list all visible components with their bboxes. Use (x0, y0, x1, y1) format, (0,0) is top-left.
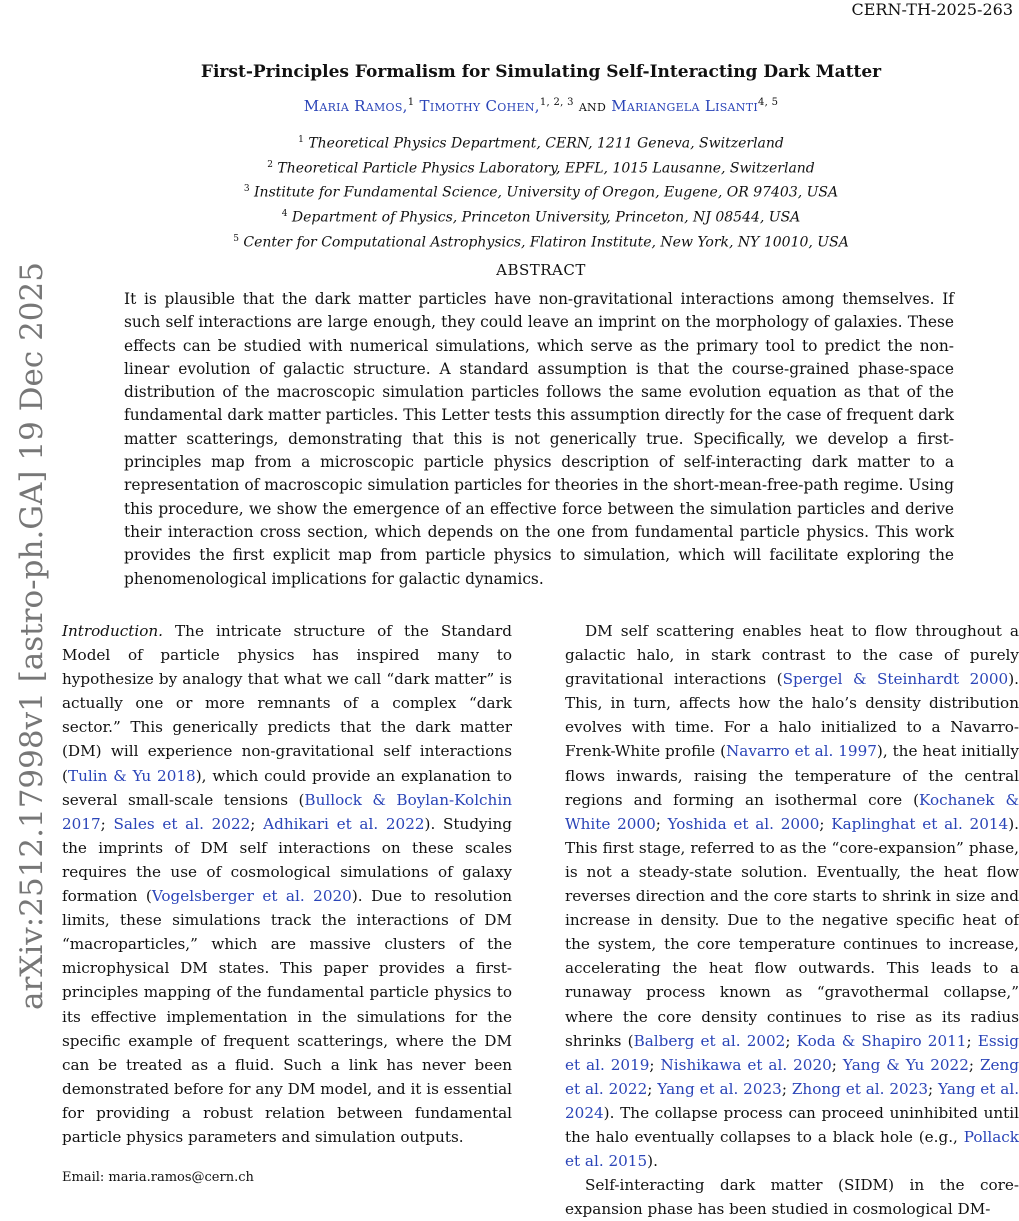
citation-link[interactable]: Sales et al. 2022 (113, 814, 251, 833)
citation-link[interactable]: Zhong et al. 2023 (791, 1079, 928, 1098)
citation-link[interactable]: Navarro et al. 1997 (726, 742, 877, 761)
affiliation-5: $^5$ Center for Computational Astrophysics, Flatiron Institute, New York, NY 10010, USA (233, 233, 849, 251)
paper-title: First-Principles Formalism for Simulating Self-Interacting Dark Matter (200, 62, 882, 82)
sidm-paragraph: Self-interacting dark matter (SIDM) in the core-expansion phase has been studied in cosmological DM- (565, 1176, 1019, 1219)
affiliations (62, 130, 1019, 253)
affiliation-2: $^2$ Theoretical Particle Physics Laboratory, EPFL, 1015 Lausanne, Switzerland (267, 159, 815, 177)
citation-link[interactable]: Balberg et al. 2002 (633, 1031, 786, 1050)
author-link-cohen[interactable]: Timothy Cohen, (419, 97, 540, 115)
left-column (62, 619, 512, 1149)
author-link-ramos[interactable]: Maria Ramos, (303, 97, 408, 115)
author-link-lisanti[interactable]: Mariangela Lisanti (611, 97, 759, 115)
citation-link[interactable]: Tulin & Yu 2018 (67, 766, 196, 785)
citation-link[interactable]: Yang et al. 2023 (657, 1079, 782, 1098)
abstract-heading: ABSTRACT (496, 261, 586, 279)
citation-link[interactable]: Koda & Shapiro 2011 (796, 1031, 967, 1050)
intro-lead: Introduction. (62, 622, 164, 640)
citation-link[interactable]: Zeng et al. 2022 (565, 1055, 1019, 1098)
affiliation-3: $^3$ Institute for Fundamental Science, University of Oregon, Eugene, OR 97403, USA (243, 184, 839, 201)
citation-link[interactable]: Yang & Yu 2022 (842, 1055, 969, 1074)
scattering-paragraph: DM self scattering enables heat to flow throughout a galactic halo, in stark contrast to the case of purely gravitational interactions (Spergel & Steinhardt 2000). This, in turn, affects how the halo’s density distribution evolves with time. For a halo initialized to a Navarro-Frenk-White profile (Navarro et al. 1997), the heat initially flows inwards, raising the temperature of the central regions and forming an isothermal core (Kochanek & White 2000; Yoshida et al. 2000; Kaplinghat et al. 2014). This first stage, referred to as the “core-expansion” phase, is not a steady-state solution. Eventually, the heat flow reverses direction and the core starts to shrink in size and increase in density. Due to the negative specific heat of the system, the core temperature continues to increase, accelerating the heat flow outwards. This leads to a runaway process known as “gravothermal collapse,” where the core density continues to rise as its radius shrinks (Balberg et al. 2002; Koda & Shapiro 2011; Essig et al. 2019; Nishikawa et al. 2020; Yang & Yu 2022; Zeng et al. 2022; Yang et al. 2023; Zhong et al. 2023; Yang et al. 2024). The collapse process can proceed uninhibited until the halo eventually collapses to a black hole (e.g., Pollack et al. 2015). (565, 622, 1019, 1171)
citation-link[interactable]: Vogelsberger et al. 2020 (151, 887, 352, 906)
citation-link[interactable]: Kaplinghat et al. 2014 (831, 814, 1009, 833)
citation-link[interactable]: Nishikawa et al. 2020 (660, 1055, 832, 1074)
author-affil-lisanti: 4, 5 (758, 97, 779, 108)
citation-link[interactable]: Bullock & Boylan-Kolchin 2017 (62, 790, 512, 833)
citation-link[interactable]: Yang et al. 2024 (565, 1079, 1019, 1122)
intro-paragraph: Introduction. The intricate structure of the Standard Model of particle physics has inspired many to hypothesize by analogy that what we call “dark matter” is actually one or more remnants of a complex “dark sector.” This generically predicts that the dark matter (DM) will experience non-gravitational self interactions (Tulin & Yu 2018), which could provide an explanation to several small-scale tensions (Bullock & Boylan-Kolchin 2017; Sales et al. 2022; Adhikari et al. 2022). Studying the imprints of DM self interactions on these scales requires the use of cosmological simulations of galaxy formation (Vogelsberger et al. 2020). Due to resolution limits, these simulations track the interactions of DM “macroparticles,” which are massive clusters of the microphysical DM states. This paper provides a first-principles mapping of the fundamental particle physics to its effective implementation in the simulations for the specific example of frequent scatterings, where the DM can be treated as a fluid. Such a link has never been demonstrated before for any DM model, and it is essential for providing a robust relation between fundamental particle physics parameters and simulation outputs. (62, 622, 513, 1146)
corresponding-email: Email: maria.ramos@cern.ch (62, 1170, 254, 1185)
arxiv-identifier: arXiv:2512.17998v1 [astro-ph.GA] 19 Dec 2025 (14, 262, 50, 1010)
citation-link[interactable]: Kochanek & White 2000 (565, 790, 1019, 833)
abstract-body: It is plausible that the dark matter particles have non-gravitational interactions among themselves. If such self interactions are large enough, they could leave an imprint on the morphology of galaxies. These effects can be studied with numerical simulations, which serve as the primary tool to predict the non-linear evolution of galactic structure. A standard assumption is that the course-grained phase-space distribution of the macroscopic simulation particles follows the same evolution equation as that of the fundamental dark matter particles. This Letter tests this assumption directly for the case of frequent dark matter scatterings, demonstrating that this is not generically true. Specifically, we develop a first-principles map from a microscopic particle physics description of self-interacting dark matter to a representation of macroscopic simulation particles for theories in the short-mean-free-path regime. Using this procedure, we show the emergence of an effective force between the simulation particles and derive their interaction cross section, which depends on the one from fundamental particle physics. This work provides the first explicit map from particle physics to simulation, which will facilitate exploring the phenomenological implications for galactic dynamics. (124, 290, 954, 588)
citation-link[interactable]: Yoshida et al. 2000 (667, 814, 820, 833)
author-conjunction: and (578, 97, 607, 115)
author-affil-ramos: 1 (407, 97, 415, 108)
affiliation-1: $^1$ Theoretical Physics Department, CERN, 1211 Geneva, Switzerland (298, 135, 784, 152)
citation-link[interactable]: Spergel & Steinhardt 2000 (782, 670, 1009, 689)
author-list (62, 97, 1019, 115)
citation-link[interactable]: Adhikari et al. 2022 (263, 814, 425, 833)
right-column (565, 619, 1019, 1221)
citation-link[interactable]: Pollack et al. 2015 (565, 1127, 1019, 1171)
report-number: CERN-TH-2025-263 (851, 0, 1013, 19)
affiliation-4: $^4$ Department of Physics, Princeton University, Princeton, NJ 08544, USA (281, 208, 801, 226)
citation-link[interactable]: Essig et al. 2019 (565, 1031, 1019, 1074)
author-affil-cohen: 1, 2, 3 (539, 97, 574, 108)
